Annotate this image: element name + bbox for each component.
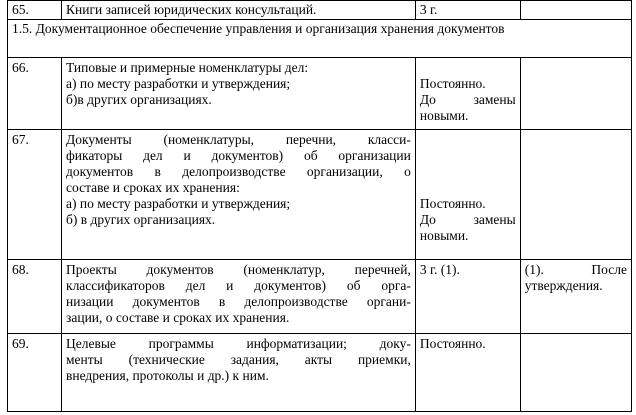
document-name-line: б) в других организациях. xyxy=(66,212,216,227)
document-name-cell xyxy=(62,130,416,260)
retention-term-line: Постоянно. xyxy=(419,196,486,211)
document-name-line: фикаторы дел и документов) об организации xyxy=(66,148,411,163)
retention-term-line: Постоянно. xyxy=(419,76,486,91)
document-name-line: б)в других организациях. xyxy=(66,92,212,107)
document-name-line: а) по месту разработки и утверждения; xyxy=(66,76,291,91)
document-name-line: Проекты документов (номенклатур, перечней, xyxy=(66,262,411,277)
document-name-line: документов в делопроизводстве организации, о xyxy=(66,164,411,179)
note-cell xyxy=(520,58,631,130)
table-row xyxy=(8,58,632,130)
row-number-cell xyxy=(8,58,62,130)
note-cell xyxy=(520,334,631,412)
row-number-cell xyxy=(8,130,62,260)
row-number: 66. xyxy=(12,60,29,75)
retention-term-cell xyxy=(415,260,520,334)
document-name-line: Целевые программы информатизации; доку- xyxy=(66,336,411,351)
retention-term-cell xyxy=(415,334,520,412)
document-name-line: зации, о составе и сроках их хранения. xyxy=(66,310,290,325)
document-name-cell xyxy=(62,1,416,20)
document-name-cell xyxy=(62,58,416,130)
row-number: 67. xyxy=(12,132,29,147)
table-row xyxy=(8,334,632,412)
document-name-line: классификаторов дел и документов) об орга- xyxy=(66,278,411,293)
document-name-line: Документы (номенклатуры, перечни, класси- xyxy=(66,132,411,147)
row-number-cell xyxy=(8,334,62,412)
row-number-cell xyxy=(8,1,62,20)
document-name-line: низации документов в делопроизводстве органи- xyxy=(66,294,411,309)
table-row xyxy=(8,1,632,20)
retention-term-line: 3 г. xyxy=(419,2,438,17)
note-cell xyxy=(520,260,631,334)
document-name-cell xyxy=(62,260,416,334)
retention-term-cell xyxy=(415,130,520,260)
row-number: 68. xyxy=(12,262,29,277)
section-heading-cell xyxy=(8,20,632,58)
retention-term-cell xyxy=(415,1,520,20)
retention-term-line: новыми. xyxy=(419,228,469,243)
document-name-line: а) по месту разработки и утверждения; xyxy=(66,196,291,211)
table-row xyxy=(8,260,632,334)
note-line: утверждения. xyxy=(524,278,603,293)
section-heading: 1.5. Документационное обеспечение управления и организация хранения документов xyxy=(12,21,505,36)
note-cell xyxy=(520,1,631,20)
retention-term-line: Постоянно. xyxy=(419,336,486,351)
document-name-cell xyxy=(62,334,416,412)
row-number-cell xyxy=(8,260,62,334)
row-number: 69. xyxy=(12,336,29,351)
document-name-line: менты (технические задания, акты приемки, xyxy=(66,352,411,367)
table-row xyxy=(8,130,632,260)
document-name-line: составе и сроках их хранения: xyxy=(66,180,240,195)
retention-term-line: 3 г. (1). xyxy=(419,262,460,277)
document-name-line: Типовые и примерные номенклатуры дел: xyxy=(66,60,309,75)
retention-table xyxy=(7,0,632,412)
retention-term-line: До замены xyxy=(419,92,516,107)
retention-term-line: новыми. xyxy=(419,108,469,123)
row-number: 65. xyxy=(12,2,29,17)
section-row xyxy=(8,20,632,58)
document-name-line: Книги записей юридических консультаций. xyxy=(66,2,317,17)
document-name-line: внедрения, протоколы и др.) к ним. xyxy=(66,368,269,383)
note-line: (1). После xyxy=(524,262,627,277)
retention-term-line: До замены xyxy=(419,212,516,227)
retention-term-cell xyxy=(415,58,520,130)
note-cell xyxy=(520,130,631,260)
